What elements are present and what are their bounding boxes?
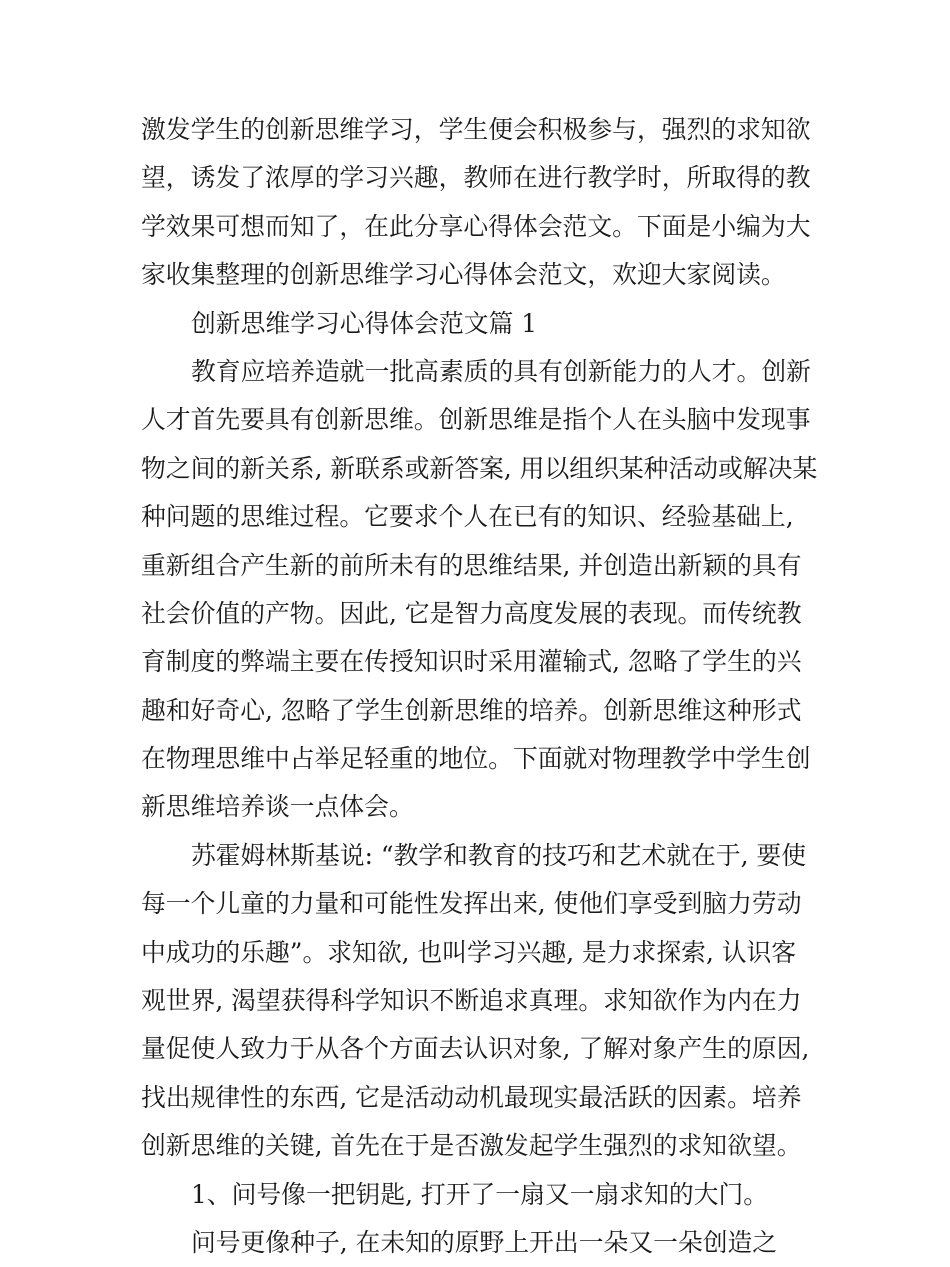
text-line: 观世界, 渴望获得科学知识不断追求真理。求知欲作为内在力 bbox=[141, 986, 802, 1016]
text-line: 教育应培养造就一批高素质的具有创新能力的人才。创新 bbox=[191, 356, 811, 386]
text-line: 人才首先要具有创新思维。创新思维是指个人在头脑中发现事 bbox=[141, 405, 811, 435]
text-line: 激发学生的创新思维学习，学生便会积极参与，强烈的求知欲 bbox=[141, 115, 811, 144]
text-line: 育制度的弊端主要在传授知识时采用灌输式, 忽略了学生的兴 bbox=[141, 647, 802, 677]
text-line: 问号更像种子, 在未知的原野上开出一朵又一朵创造之 bbox=[191, 1227, 778, 1257]
text-line: 苏霍姆林斯基说: “教学和教育的技巧和艺术就在于, 要使 bbox=[191, 840, 807, 870]
text-line: 望，诱发了浓厚的学习兴趣，教师在进行教学时，所取得的教 bbox=[141, 163, 811, 193]
body-text bbox=[141, 106, 818, 1267]
list-item: 1、问号像一把钥匙, 打开了一扇又一扇求知的大门。 bbox=[191, 1179, 769, 1209]
text-line: 在物理思维中占举足轻重的地位。下面就对物理教学中学生创 bbox=[141, 744, 811, 774]
text-line: 学效果可想而知了，在此分享心得体会范文。下面是小编为大 bbox=[141, 211, 811, 241]
section-heading: 创新思维学习心得体会范文篇 1 bbox=[191, 308, 538, 338]
text-line: 趣和好奇心, 忽略了学生创新思维的培养。创新思维这种形式 bbox=[141, 695, 802, 725]
text-line: 中成功的乐趣”。求知欲, 也叫学习兴趣, 是力求探索, 认识客 bbox=[141, 937, 797, 967]
text-line: 种问题的思维过程。它要求个人在已有的知识、经验基础上, bbox=[141, 502, 794, 532]
text-line: 新思维培养谈一点体会。 bbox=[141, 792, 414, 822]
text-line: 创新思维的关键, 首先在于是否激发起学生强烈的求知欲望。 bbox=[141, 1131, 802, 1161]
text-line: 家收集整理的创新思维学习心得体会范文，欢迎大家阅读。 bbox=[141, 260, 786, 290]
text-line: 找出规律性的东西, 它是活动动机最现实最活跃的因素。培养 bbox=[141, 1082, 802, 1112]
text-line: 物之间的新关系, 新联系或新答案, 用以组织某种活动或解决某 bbox=[141, 453, 818, 483]
text-line: 量促使人致力于从各个方面去认识对象, 了解对象产生的原因, bbox=[141, 1034, 810, 1064]
text-line: 重新组合产生新的前所未有的思维结果, 并创造出新颖的具有 bbox=[141, 550, 802, 580]
text-line: 社会价值的产物。因此, 它是智力高度发展的表现。而传统教 bbox=[141, 598, 802, 628]
text-line: 每一个儿童的力量和可能性发挥出来, 使他们享受到脑力劳动 bbox=[141, 889, 802, 919]
